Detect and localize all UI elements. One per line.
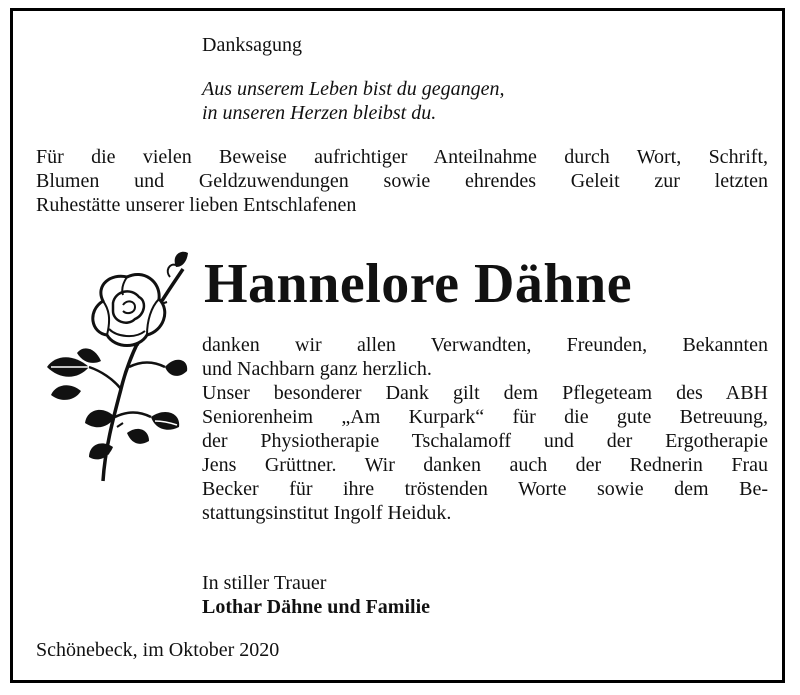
place-date: Schönebeck, im Oktober 2020 xyxy=(36,639,280,661)
poem-line-2: in unseren Herzen bleibst du. xyxy=(202,102,437,124)
poem-line-1: Aus unserem Leben bist du gegangen, xyxy=(202,78,505,100)
thanks-text xyxy=(202,333,768,525)
thanks-line: Unser besonderer Dank gilt dem Pflegeteam des ABH xyxy=(202,382,768,404)
heading: Danksagung xyxy=(202,34,302,56)
intro-line: Blumen und Geldzuwendungen sowie ehrendes Geleit zur letzten xyxy=(36,170,768,192)
closing-text: In stiller Trauer xyxy=(202,572,327,594)
thanks-line: und Nachbarn ganz herzlich. xyxy=(202,358,432,380)
deceased-name: Hannelore Dähne xyxy=(204,253,633,315)
rose-icon xyxy=(43,249,188,484)
thanks-line: stattungsinstitut Ingolf Heiduk. xyxy=(202,502,452,524)
thanks-line: Seniorenheim „Am Kurpark“ für die gute Betreuung, xyxy=(202,406,768,428)
obituary-card xyxy=(10,8,785,683)
thanks-line: der Physiotherapie Tschalamoff und der Ergotherapie xyxy=(202,430,768,452)
thanks-line: Becker für ihre tröstenden Worte sowie dem Be- xyxy=(202,478,768,500)
intro-text xyxy=(36,145,768,217)
thanks-line: Jens Grüttner. Wir danken auch der Rednerin Frau xyxy=(202,454,768,476)
intro-line: Für die vielen Beweise aufrichtiger Anteilnahme durch Wort, Schrift, xyxy=(36,146,768,168)
signature: Lothar Dähne und Familie xyxy=(202,596,430,618)
intro-line: Ruhestätte unserer lieben Entschlafenen xyxy=(36,194,357,216)
thanks-line: danken wir allen Verwandten, Freunden, Bekannten xyxy=(202,334,768,356)
